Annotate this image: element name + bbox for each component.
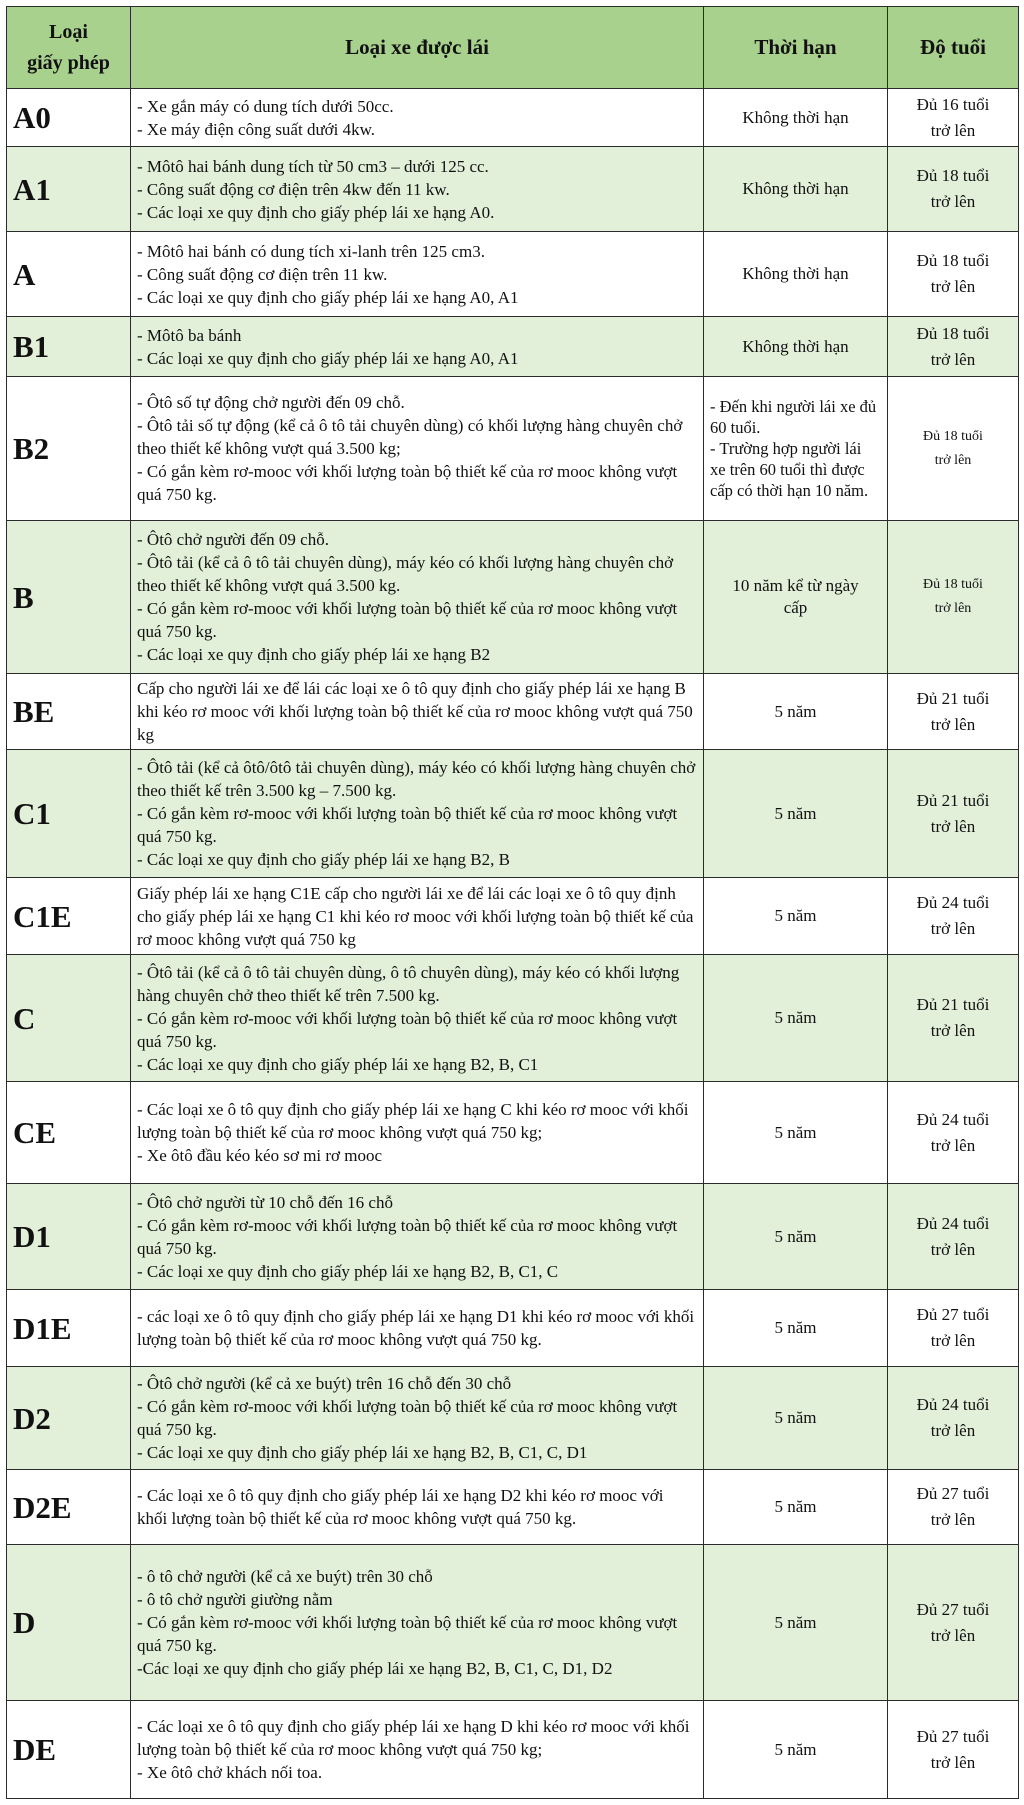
table-row: [7, 232, 1019, 317]
table-row: [7, 1184, 1019, 1290]
age-line: trở lên: [930, 192, 976, 211]
vehicle-type-line: - Các loại xe ô tô quy định cho giấy phép lái xe hạng D khi kéo rơ mooc với khối lượng toàn bộ thiết kế của rơ mooc không vượt quá 750 kg;: [137, 1717, 690, 1759]
age-line: Đủ 24 tuổi: [916, 1395, 990, 1414]
table-row: [7, 1470, 1019, 1545]
license-class-cell: CE: [7, 1082, 131, 1184]
header-age: Độ tuổi: [888, 7, 1019, 89]
age-line: trở lên: [930, 1421, 976, 1440]
age-line: Đủ 21 tuổi: [916, 995, 990, 1014]
vehicle-type-line: - Ôtô chở người đến 09 chỗ.: [137, 530, 329, 549]
license-class-cell: D1: [7, 1184, 131, 1290]
vehicle-type-line: - Các loại xe quy định cho giấy phép lái xe hạng A0.: [137, 202, 495, 222]
term-line: 5 năm: [774, 1408, 817, 1427]
vehicle-type-line: - Các loại xe quy định cho giấy phép lái xe hạng B2, B: [137, 850, 510, 869]
term-line: Không thời hạn: [742, 179, 849, 198]
vehicle-type-line: - Xe ôtô chở khách nối toa.: [137, 1763, 323, 1782]
vehicle-types-cell: [131, 232, 704, 317]
vehicle-types-cell: [131, 1470, 704, 1545]
age-line: Đủ 27 tuổi: [916, 1484, 990, 1503]
age-line: Đủ 18 tuổi: [916, 323, 990, 343]
term-cell: [704, 1367, 888, 1470]
term-cell: [704, 147, 888, 232]
vehicle-type-line: - Các loại xe quy định cho giấy phép lái xe hạng A0, A1: [137, 348, 519, 368]
vehicle-type-line: - Ôtô tải số tự động (kể cả ô tô tải chuyên dùng) có khối lượng hàng chuyên chở theo thiết kế không vượt quá 3.500 kg;: [137, 416, 683, 458]
age-cell: [888, 750, 1019, 878]
vehicle-type-line: - Có gắn kèm rơ-mooc với khối lượng toàn bộ thiết kế của rơ mooc không vượt quá 750 kg.: [137, 1397, 678, 1439]
table-row: [7, 1367, 1019, 1470]
term-cell: [704, 377, 888, 521]
vehicle-types-cell: [131, 750, 704, 878]
age-line: trở lên: [930, 1625, 976, 1645]
header-license-class: [7, 7, 131, 89]
vehicle-type-line: - Ôtô chở người từ 10 chỗ đến 16 chỗ: [137, 1192, 393, 1212]
age-cell: [888, 878, 1019, 955]
age-line: Đủ 18 tuổi: [916, 251, 990, 270]
vehicle-types-cell: [131, 317, 704, 377]
vehicle-types-cell: [131, 1082, 704, 1184]
license-class-cell: C1: [7, 750, 131, 878]
vehicle-type-line: - Các loại xe quy định cho giấy phép lái xe hạng B2, B, C1, C, D1: [137, 1443, 588, 1462]
table-row: [7, 1701, 1019, 1799]
table-row: [7, 317, 1019, 377]
vehicle-type-line: - Môtô hai bánh có dung tích xi-lanh trên 125 cm3.: [137, 241, 485, 261]
vehicle-type-line: - Ôtô số tự động chở người đến 09 chỗ.: [137, 393, 405, 412]
age-line: trở lên: [934, 601, 972, 616]
age-line: Đủ 27 tuổi: [916, 1726, 990, 1746]
vehicle-types-cell: [131, 955, 704, 1082]
term-line: - Đến khi người lái xe đủ 60 tuổi.: [710, 397, 877, 437]
vehicle-type-line: - Công suất động cơ điện trên 4kw đến 11 kw.: [137, 179, 450, 199]
table-row: [7, 750, 1019, 878]
term-line: Không thời hạn: [742, 107, 849, 127]
vehicle-type-line: - Có gắn kèm rơ-mooc với khối lượng toàn bộ thiết kế của rơ mooc không vượt quá 750 kg.: [137, 599, 678, 641]
term-cell: [704, 750, 888, 878]
license-class-cell: B2: [7, 377, 131, 521]
vehicle-type-line: - Các loại xe quy định cho giấy phép lái xe hạng A0, A1: [137, 287, 519, 307]
vehicle-type-line: - Có gắn kèm rơ-mooc với khối lượng toàn bộ thiết kế của rơ mooc không vượt quá 750 kg.: [137, 1613, 678, 1655]
vehicle-type-line: - Môtô ba bánh: [137, 325, 242, 345]
table-row: [7, 674, 1019, 750]
vehicle-types-cell: [131, 1290, 704, 1367]
term-line: cấp: [783, 598, 808, 617]
age-line: trở lên: [934, 452, 972, 468]
vehicle-type-line: - Xe máy điện công suất dưới 4kw.: [137, 119, 376, 139]
age-cell: [888, 674, 1019, 750]
vehicle-type-line: - Có gắn kèm rơ-mooc với khối lượng toàn bộ thiết kế của rơ mooc không vượt quá 750 kg.: [137, 1008, 678, 1051]
header-vehicles: Loại xe được lái: [131, 7, 704, 89]
age-line: trở lên: [930, 1331, 976, 1350]
term-line: Không thời hạn: [742, 264, 849, 283]
table-row: [7, 521, 1019, 674]
term-line: 10 năm kể từ ngày: [732, 576, 859, 595]
license-class-cell: D: [7, 1545, 131, 1701]
vehicle-types-cell: [131, 377, 704, 521]
age-line: Đủ 18 tuổi: [916, 166, 990, 185]
license-class-cell: D1E: [7, 1290, 131, 1367]
age-line: trở lên: [930, 277, 976, 296]
table-row: [7, 89, 1019, 147]
vehicle-types-cell: [131, 521, 704, 674]
vehicle-type-line: Giấy phép lái xe hạng C1E cấp cho người lái xe để lái các loại xe ô tô quy định cho giấy phép lái xe hạng C1 khi kéo rơ mooc với khối lượng toàn bộ thiết kế của rơ mooc không vượt quá 750 kg: [137, 883, 694, 949]
age-cell: [888, 1290, 1019, 1367]
vehicle-type-line: - ô tô chở người (kể cả xe buýt) trên 30 chỗ: [137, 1567, 433, 1586]
term-line: 5 năm: [774, 1008, 817, 1027]
term-cell: [704, 232, 888, 317]
age-line: Đủ 21 tuổi: [916, 790, 990, 810]
vehicle-type-line: - Ôtô chở người (kể cả xe buýt) trên 16 chỗ đến 30 chỗ: [137, 1374, 512, 1393]
license-class-table: [6, 6, 1019, 1799]
term-line: 5 năm: [774, 803, 817, 823]
term-cell: [704, 317, 888, 377]
term-line: 5 năm: [774, 701, 817, 721]
table-header-row: [7, 7, 1019, 89]
vehicle-type-line: - Xe ôtô đầu kéo kéo sơ mi rơ mooc: [137, 1146, 383, 1165]
license-class-cell: D2: [7, 1367, 131, 1470]
table-row: [7, 147, 1019, 232]
age-line: trở lên: [930, 1135, 976, 1155]
license-class-cell: C: [7, 955, 131, 1082]
table-row: [7, 955, 1019, 1082]
age-line: trở lên: [930, 919, 976, 938]
term-line: 5 năm: [774, 1318, 817, 1337]
vehicle-type-line: - Ôtô tải (kể cả ô tô tải chuyên dùng, ô tô chuyên dùng), máy kéo có khối lượng hàng chuyên chở theo thiết kế trên 7.500 kg.: [137, 962, 680, 1005]
term-line: Không thời hạn: [742, 336, 849, 356]
vehicle-type-line: - Xe gắn máy có dung tích dưới 50cc.: [137, 96, 394, 116]
age-cell: [888, 1082, 1019, 1184]
age-line: trở lên: [930, 816, 976, 836]
age-cell: [888, 1701, 1019, 1799]
license-class-cell: A0: [7, 89, 131, 147]
age-cell: [888, 1545, 1019, 1701]
term-cell: [704, 1470, 888, 1545]
vehicle-type-line: - Ôtô tải (kể cả ô tô tải chuyên dùng), máy kéo có khối lượng hàng chuyên chở theo thiết kế không vượt quá 3.500 kg.: [137, 553, 674, 595]
license-class-cell: BE: [7, 674, 131, 750]
vehicle-types-cell: [131, 878, 704, 955]
term-line: 5 năm: [774, 1497, 817, 1516]
term-line: - Trường hợp người lái xe trên 60 tuổi thì được cấp có thời hạn 10 năm.: [710, 439, 869, 500]
vehicle-type-line: Cấp cho người lái xe để lái các loại xe ô tô quy định cho giấy phép lái xe hạng B khi kéo rơ mooc với khối lượng toàn bộ thiết kế của rơ mooc không vượt quá 750 kg: [137, 679, 693, 744]
vehicle-type-line: - Môtô hai bánh dung tích từ 50 cm3 – dưới 125 cc.: [137, 156, 489, 176]
vehicle-type-line: - Có gắn kèm rơ-mooc với khối lượng toàn bộ thiết kế của rơ mooc không vượt quá 750 kg.: [137, 804, 678, 846]
vehicle-type-line: - Có gắn kèm rơ-mooc với khối lượng toàn bộ thiết kế của rơ mooc không vượt quá 750 kg.: [137, 462, 678, 504]
vehicle-types-cell: [131, 1701, 704, 1799]
vehicle-type-line: - Công suất động cơ điện trên 11 kw.: [137, 264, 388, 284]
license-class-cell: B: [7, 521, 131, 674]
vehicle-type-line: - Các loại xe quy định cho giấy phép lái xe hạng B2, B, C1: [137, 1054, 539, 1074]
age-cell: [888, 232, 1019, 317]
age-line: Đủ 27 tuổi: [916, 1305, 990, 1324]
license-class-cell: C1E: [7, 878, 131, 955]
age-line: Đủ 24 tuổi: [916, 1109, 990, 1129]
term-cell: [704, 878, 888, 955]
age-line: trở lên: [930, 714, 976, 734]
vehicle-types-cell: [131, 147, 704, 232]
table-row: [7, 1082, 1019, 1184]
vehicle-type-line: - Các loại xe quy định cho giấy phép lái xe hạng B2, B, C1, C: [137, 1261, 559, 1281]
license-class-cell: DE: [7, 1701, 131, 1799]
header-term: Thời hạn: [704, 7, 888, 89]
header-license-class-line: giấy phép: [27, 51, 110, 74]
vehicle-types-cell: [131, 1184, 704, 1290]
term-cell: [704, 89, 888, 147]
age-line: Đủ 18 tuổi: [923, 577, 983, 592]
term-line: 5 năm: [774, 906, 817, 925]
age-line: Đủ 21 tuổi: [916, 688, 990, 708]
age-line: trở lên: [930, 1021, 976, 1040]
vehicle-type-line: - Các loại xe ô tô quy định cho giấy phép lái xe hạng D2 khi kéo rơ mooc với khối lượng toàn bộ thiết kế của rơ mooc không vượt quá 750 kg.: [137, 1486, 664, 1528]
term-cell: [704, 521, 888, 674]
age-cell: [888, 1184, 1019, 1290]
term-line: 5 năm: [774, 1226, 817, 1246]
vehicle-types-cell: [131, 89, 704, 147]
age-cell: [888, 89, 1019, 147]
age-cell: [888, 317, 1019, 377]
age-line: Đủ 24 tuổi: [916, 1213, 990, 1233]
vehicle-type-line: - Ôtô tải (kể cả ôtô/ôtô tải chuyên dùng), máy kéo có khối lượng hàng chuyên chở theo thiết kế trên 3.500 kg – 7.500 kg.: [137, 758, 696, 800]
license-class-cell: A1: [7, 147, 131, 232]
vehicle-type-line: - các loại xe ô tô quy định cho giấy phép lái xe hạng D1 khi kéo rơ mooc với khối lượng toàn bộ thiết kế của rơ mooc không vượt quá 750 kg.: [137, 1307, 695, 1349]
age-line: Đủ 16 tuổi: [916, 94, 990, 114]
age-line: Đủ 24 tuổi: [916, 893, 990, 912]
age-line: Đủ 27 tuổi: [916, 1599, 990, 1619]
term-line: 5 năm: [774, 1612, 817, 1632]
vehicle-type-line: - Có gắn kèm rơ-mooc với khối lượng toàn bộ thiết kế của rơ mooc không vượt quá 750 kg.: [137, 1215, 678, 1258]
term-cell: [704, 1545, 888, 1701]
vehicle-type-line: - Các loại xe quy định cho giấy phép lái xe hạng B2: [137, 645, 491, 664]
table-row: [7, 1545, 1019, 1701]
age-cell: [888, 1470, 1019, 1545]
vehicle-type-line: - ô tô chở người giường nằm: [137, 1590, 333, 1609]
age-cell: [888, 377, 1019, 521]
table-row: [7, 1290, 1019, 1367]
vehicle-type-line: -Các loại xe quy định cho giấy phép lái xe hạng B2, B, C1, C, D1, D2: [137, 1659, 613, 1678]
vehicle-type-line: - Các loại xe ô tô quy định cho giấy phép lái xe hạng C khi kéo rơ mooc với khối lượng toàn bộ thiết kế của rơ mooc không vượt quá 750 kg;: [137, 1100, 689, 1142]
term-cell: [704, 1184, 888, 1290]
age-line: Đủ 18 tuổi: [923, 428, 983, 444]
age-cell: [888, 1367, 1019, 1470]
term-line: 5 năm: [774, 1739, 817, 1759]
term-line: 5 năm: [774, 1122, 817, 1142]
age-cell: [888, 955, 1019, 1082]
term-cell: [704, 1290, 888, 1367]
license-class-cell: D2E: [7, 1470, 131, 1545]
age-line: trở lên: [930, 120, 976, 140]
table-body: [7, 89, 1019, 1799]
header-license-class-line: Loại: [49, 20, 88, 43]
term-cell: [704, 674, 888, 750]
term-cell: [704, 1701, 888, 1799]
vehicle-types-cell: [131, 1545, 704, 1701]
vehicle-types-cell: [131, 1367, 704, 1470]
license-class-cell: A: [7, 232, 131, 317]
license-class-cell: B1: [7, 317, 131, 377]
age-line: trở lên: [930, 349, 976, 369]
age-line: trở lên: [930, 1239, 976, 1259]
vehicle-types-cell: [131, 674, 704, 750]
table-row: [7, 377, 1019, 521]
age-cell: [888, 521, 1019, 674]
age-line: trở lên: [930, 1510, 976, 1529]
term-cell: [704, 955, 888, 1082]
term-cell: [704, 1082, 888, 1184]
age-cell: [888, 147, 1019, 232]
age-line: trở lên: [930, 1752, 976, 1772]
table-row: [7, 878, 1019, 955]
